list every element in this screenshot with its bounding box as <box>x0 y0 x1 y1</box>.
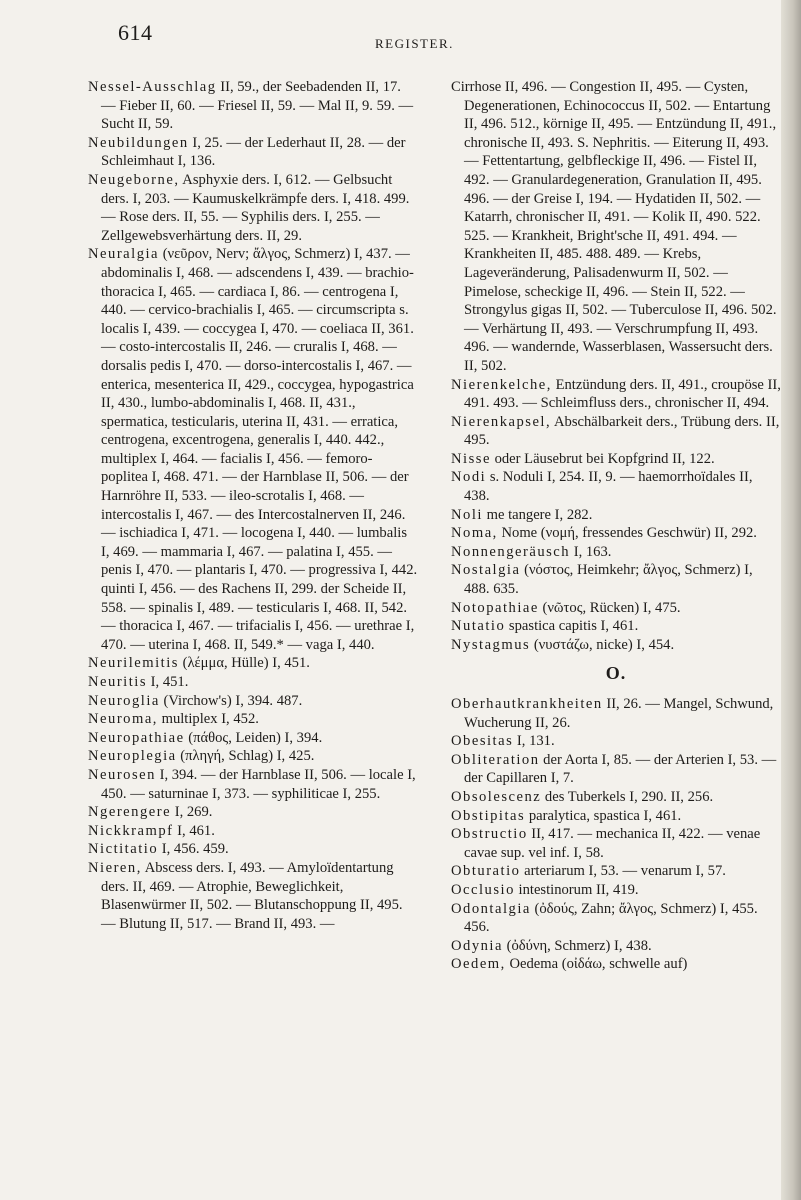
index-term: Oberhautkrankheiten <box>451 696 603 712</box>
index-entry <box>88 692 418 711</box>
index-column-right <box>451 78 781 974</box>
index-entry <box>88 654 418 673</box>
index-entry <box>88 766 418 803</box>
index-entry <box>451 376 781 413</box>
index-entry <box>451 900 781 937</box>
index-term: Noma, <box>451 525 498 542</box>
index-references: intestinorum II, 419. <box>514 881 639 898</box>
index-term: Obsolescenz <box>451 788 542 805</box>
index-term: Nickkrampf <box>88 822 174 839</box>
index-references: Entzündung ders. II, 491., croupöse II, 491. 493. — Schleimfluss ders., chronischer II, 494. <box>464 376 781 412</box>
index-references: me tangere I, 282. <box>482 506 593 523</box>
index-references: I, 131. <box>513 733 555 750</box>
index-term: Obesitas <box>451 733 514 750</box>
index-term: Obturatio <box>451 863 521 880</box>
index-term: Odynia <box>451 937 503 954</box>
index-references: der Aorta I, 85. — der Arterien I, 53. — der Capillaren I, 7. <box>464 751 777 787</box>
index-entry <box>451 506 781 525</box>
index-term: Neugeborne, <box>88 171 180 188</box>
index-term: Neuralgia <box>88 246 160 263</box>
index-references: arteriarum I, 53. — venarum I, 57. <box>520 863 726 880</box>
index-entry <box>451 825 781 862</box>
index-entry <box>88 803 418 822</box>
index-term: Odontalgia <box>451 900 531 917</box>
index-entry <box>451 413 781 450</box>
index-entry <box>451 937 781 956</box>
index-references: (νόστος, Heimkehr; ἄλγος, Schmerz) I, 488. 635. <box>464 562 753 598</box>
section-letter: O. <box>605 663 627 684</box>
index-references: (νυστάζω, nicke) I, 454. <box>530 636 675 653</box>
index-column-left <box>88 78 418 933</box>
index-entry <box>451 862 781 881</box>
index-references: s. Noduli I, 254. II, 9. — haemorrhoïdales II, 438. <box>464 469 753 505</box>
index-references: Nome (νομή, fressendes Geschwür) II, 292. <box>497 525 757 542</box>
index-entry <box>451 543 781 562</box>
index-entry <box>88 171 418 245</box>
index-entry <box>88 78 418 134</box>
index-entry <box>451 636 781 655</box>
index-references: II, 417. — mechanica II, 422. — venae cavae sup. vel inf. I, 58. <box>464 826 761 861</box>
index-references: (λέμμα, Hülle) I, 451. <box>178 655 310 672</box>
index-references: spastica capitis I, 461. <box>505 618 639 635</box>
index-entry <box>88 245 418 654</box>
index-references: (Virchow's) I, 394. 487. <box>159 692 303 709</box>
index-term: Neuroma, <box>88 711 158 728</box>
index-term: Neuroplegia <box>88 748 177 765</box>
index-references: II, 59., der Seebadenden II, 17. — Fieber II, 60. — Friesel II, 59. — Mal II, 9. 59. — Sucht II, 59. <box>101 79 414 133</box>
index-entry <box>88 822 418 841</box>
index-term: Obliteration <box>451 751 540 768</box>
index-term: Nierenkapsel, <box>451 413 552 430</box>
index-term: Neurosen <box>88 766 156 783</box>
index-entry <box>88 859 418 933</box>
index-entry <box>88 673 418 692</box>
index-references: I, 394. — der Harnblase II, 506. — locale I, 450. — saturninae I, 373. — syphiliticae I, 255. <box>101 766 416 802</box>
index-term: Nessel-Ausschlag <box>88 79 217 95</box>
index-references: des Tuberkels I, 290. II, 256. <box>541 788 714 805</box>
index-references: I, 25. — der Lederhaut II, 28. — der Schleimhaut I, 136. <box>101 134 406 170</box>
index-references: I, 461. <box>173 822 215 839</box>
index-entry <box>451 450 781 469</box>
index-references: Asphyxie ders. I, 612. — Gelbsucht ders. I, 203. — Kaumuskelkrämpfe ders. I, 418. 499. — Rose ders. II, 55. — Syphilis ders. I, 255. — Zellgewebsverhärtung ders. II, 29. <box>101 171 410 244</box>
index-references: I, 456. 459. <box>158 841 229 858</box>
running-head: REGISTER. <box>375 36 454 51</box>
index-references: (πληγή, Schlag) I, 425. <box>176 748 315 765</box>
index-term: Nystagmus <box>451 636 531 653</box>
index-references: Abscess ders. I, 493. — Amyloïdentartung ders. II, 469. — Atrophie, Beweglichkeit, Blasenwürmer II, 502. — Blutanschoppung II, 495. — Blutung II, 517. — Brand II, 493. — <box>101 859 403 932</box>
index-references: I, 163. <box>570 543 612 560</box>
index-entry <box>451 599 781 618</box>
index-entry <box>451 881 781 900</box>
index-term: Ngerengere <box>88 804 172 821</box>
index-term: Nieren, <box>88 859 142 876</box>
index-references: I, 269. <box>171 804 213 821</box>
index-entry <box>88 747 418 766</box>
index-term: Nictitatio <box>88 841 159 858</box>
index-entry <box>451 78 781 376</box>
index-references: Cirrhose II, 496. — Congestion II, 495. — Cysten, Degenerationen, Echinococcus II, 502. — Entartung II, 496. 512., körnige II, 495. — Entzündung II, 491., chronische II, 493. S. Nephritis. — Eiterung II, 493. — Fettentartung, gelbfleckige II, 496. — Fistel II, 492. — Granulardegeneration, Granulation II, 495. 496. — der Greise I, 194. — Hydatiden II, 502. — Katarrh, chronischer II, 491. — Kolik II, 490. 522. 525. — Krankheit, Bright'sche II, 491. 494. — Krankheiten II, 485. 488. 489. — Krebs, Lageveränderung, Palisadenwurm II, 502. — Pimelose, scheckige II, 496. — Stein II, 522. — Strongylus gigas II, 502. — Tuberculose II, 496. 502. — Verhärtung II, 493. — Verschrumpfung II, 493. 496. — wandernde, Wasserblasen, Wassersucht ders. II, 502. <box>451 79 777 374</box>
index-term: Nisse <box>451 450 491 467</box>
index-references: multiplex I, 452. <box>157 711 259 728</box>
index-term: Oedem, <box>451 956 506 973</box>
index-entry <box>88 840 418 859</box>
index-term: Nutatio <box>451 618 506 635</box>
index-term: Nonnengeräusch <box>451 543 571 560</box>
index-references: paralytica, spastica I, 461. <box>525 807 682 824</box>
index-term: Obstipitas <box>451 807 526 824</box>
index-references: (πάθος, Leiden) I, 394. <box>184 729 323 746</box>
index-entry <box>451 788 781 807</box>
index-entry <box>451 617 781 636</box>
index-term: Occlusio <box>451 881 515 898</box>
index-references: (νεῦρον, Nerv; ἄλγος, Schmerz) I, 437. — abdominalis I, 468. — adscendens I, 439. — brachio-thoracica I, 465. — cardiaca I, 86. — centrogena I, 440. — cervico-brachialis I, 465. — circumscripta s. localis I, 439. — coccygea I, 470. — coeliaca II, 361. — costo-intercostalis II, 246. — cruralis I, 468. — dorsalis pedis I, 470. — dorso-intercostalis I, 467. — enterica, mesenterica II, 429., coccygea, hypogastrica II, 430., lumbo-abdominalis I, 468. II, 431., spermatica, testicularis, uterina II, 431. — erratica, centrogena, excentrogena, generalis I, 440. 442., multiplex I, 464. — facialis I, 456. — femoro-poplitea I, 468. 471. — der Harnblase II, 506. — der Harnröhre II, 533. — ileo-scrotalis I, 468. — intercostalis I, 467. — des Intercostalnerven II, 246. — ischiadica I, 471. — locogena I, 440. — lumbalis I, 469. — mammaria I, 467. — palatina I, 455. — penis I, 470. — plantaris I, 470. — progressiva I, 442. quinti I, 456. — des Rachens II, 299. der Scheide II, 558. — spinalis I, 489. — testicularis I, 468. II, 542. — thoracica I, 467. — trifacialis I, 456. — urethrae I, 470. — uterina I, 468. II, 549.* — vaga I, 440. <box>101 246 418 653</box>
index-entry <box>451 732 781 751</box>
index-term: Nodi <box>451 469 487 486</box>
index-entry <box>451 468 781 505</box>
index-term: Neuroglia <box>88 692 160 709</box>
index-entry <box>451 695 781 732</box>
index-references: (ὀδύνη, Schmerz) I, 438. <box>502 937 652 954</box>
index-entry <box>88 134 418 171</box>
index-references: I, 451. <box>147 674 189 690</box>
index-entry <box>451 807 781 826</box>
index-term: Nostalgia <box>451 562 521 579</box>
index-references: Abschälbarkeit ders., Trübung ders. II, 495. <box>464 413 780 449</box>
index-term: Neuropathiae <box>88 729 185 746</box>
index-term: Neubildungen <box>88 134 189 151</box>
book-page-edge <box>781 0 801 1200</box>
index-entry <box>451 751 781 788</box>
index-term: Nierenkelche, <box>451 376 552 393</box>
page-number: 614 <box>118 20 153 45</box>
index-term: Notopathiae <box>451 599 539 616</box>
index-references: (νῶτος, Rücken) I, 475. <box>538 599 681 616</box>
index-references: Oedema (οἰδάω, schwelle auf) <box>505 956 688 973</box>
index-entry <box>451 524 781 543</box>
index-references: (ὀδούς, Zahn; ἄλγος, Schmerz) I, 455. 456. <box>464 900 758 936</box>
index-references: II, 26. — Mangel, Schwund, Wucherung II, 26. <box>464 696 774 731</box>
index-term: Neuritis <box>88 674 148 690</box>
index-term: Neurilemitis <box>88 655 179 672</box>
index-term: Noli <box>451 506 483 523</box>
index-references: oder Läusebrut bei Kopfgrind II, 122. <box>490 450 715 467</box>
index-term: Obstructio <box>451 826 528 843</box>
index-entry <box>451 561 781 598</box>
index-entry <box>451 955 781 974</box>
index-entry <box>88 710 418 729</box>
index-entry <box>88 729 418 748</box>
